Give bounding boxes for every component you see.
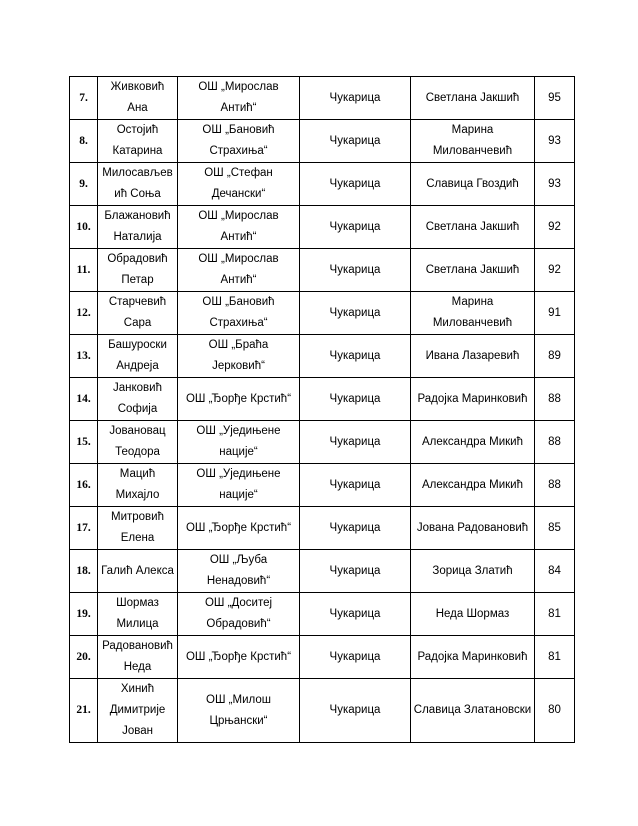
student-name-cell (98, 77, 178, 120)
row-number: 17. (76, 521, 91, 534)
points-cell (535, 249, 575, 292)
points: 84 (548, 564, 561, 577)
student-name-cell (98, 464, 178, 507)
school-name-line: Обрадовић“ (206, 618, 271, 630)
municipality: Чукарица (329, 306, 381, 319)
school-name-line: ОШ „Мирослав (198, 253, 279, 265)
teacher-name: Марина Милованчевић (432, 124, 513, 157)
teacher-name: Ивана Лазаревић (425, 349, 520, 362)
municipality: Чукарица (329, 564, 381, 577)
row-number-cell (70, 163, 98, 206)
student-name-line: ић Соња (114, 188, 161, 200)
municipality: Чукарица (329, 349, 381, 362)
school-name-line: Црњански“ (209, 714, 268, 727)
school-name-cell (178, 593, 300, 636)
student-name-cell (98, 507, 178, 550)
school-name-cell (178, 421, 300, 464)
table-row (70, 679, 575, 743)
municipality-cell (300, 421, 411, 464)
student-name-cell (98, 120, 178, 163)
row-number: 9. (79, 177, 88, 190)
student-name-line: Димитрије (109, 704, 166, 716)
municipality-cell (300, 679, 411, 743)
school-name-line: Антић“ (220, 102, 257, 114)
student-name-cell (98, 249, 178, 292)
teacher-name-cell (411, 550, 535, 593)
municipality-cell (300, 507, 411, 550)
table-row (70, 163, 575, 206)
school-name-line: Ненадовић“ (206, 575, 271, 587)
row-number: 12. (76, 306, 91, 319)
school-name-cell (178, 335, 300, 378)
points: 95 (548, 91, 561, 104)
school-name-line: Дечански“ (211, 188, 266, 200)
student-name-line: Елена (120, 532, 155, 544)
row-number: 13. (76, 349, 91, 362)
table-row (70, 421, 575, 464)
teacher-name-cell (411, 206, 535, 249)
municipality: Чукарица (329, 177, 381, 190)
student-name-line: Радовановић (102, 640, 173, 652)
row-number-cell (70, 292, 98, 335)
school-name-line: Антић“ (220, 231, 257, 243)
student-name-cell (98, 163, 178, 206)
teacher-name-cell (411, 77, 535, 120)
municipality: Чукарица (329, 220, 381, 233)
student-name-line: Старчевић (108, 296, 167, 308)
school-name-line: ОШ „Мирослав (198, 210, 279, 222)
teacher-name-cell (411, 292, 535, 335)
municipality: Чукарица (329, 263, 381, 276)
teacher-name-cell (411, 120, 535, 163)
table-row (70, 550, 575, 593)
teacher-name: Славица Гвоздић (426, 177, 519, 190)
points-cell (535, 335, 575, 378)
municipality: Чукарица (329, 91, 381, 104)
table-row (70, 120, 575, 163)
municipality: Чукарица (329, 134, 381, 147)
table-row (70, 206, 575, 249)
row-number: 19. (76, 607, 91, 620)
points: 91 (548, 306, 561, 319)
row-number-cell (70, 249, 98, 292)
teacher-name: Славица Златановски (413, 704, 532, 716)
row-number: 18. (76, 564, 91, 577)
points: 80 (548, 704, 561, 716)
student-name-line: Хинић (120, 683, 155, 695)
school-name-cell (178, 550, 300, 593)
row-number: 8. (79, 134, 88, 147)
student-name-line: Неда (123, 661, 152, 673)
row-number-cell (70, 464, 98, 507)
school-name-cell (178, 378, 300, 421)
row-number: 16. (76, 478, 91, 491)
student-name-line: Галић Алекса (101, 564, 174, 577)
student-name-line: Сара (123, 317, 152, 329)
school-name-cell (178, 163, 300, 206)
table-row (70, 335, 575, 378)
points: 88 (548, 435, 561, 448)
school-name-line: ОШ „Браћа (208, 339, 269, 351)
student-name-line: Теодора (115, 446, 160, 458)
student-name-line: Јанковић (113, 382, 162, 394)
school-name-line: Страхиња“ (209, 145, 268, 157)
points-cell (535, 636, 575, 679)
school-name-line: ОШ „Ђорђе Крстић“ (185, 392, 292, 405)
student-name-line: Ана (127, 102, 148, 114)
table-row (70, 249, 575, 292)
points-cell (535, 77, 575, 120)
teacher-name-cell (411, 249, 535, 292)
municipality-cell (300, 120, 411, 163)
points: 93 (548, 134, 561, 147)
points: 89 (548, 349, 561, 362)
points-cell (535, 120, 575, 163)
teacher-name: Неда Шормаз (435, 607, 510, 620)
results-table (69, 76, 575, 743)
school-name-cell (178, 636, 300, 679)
points: 81 (548, 650, 561, 663)
student-name-line: Живковић (110, 81, 165, 93)
municipality-cell (300, 636, 411, 679)
student-name-cell (98, 378, 178, 421)
row-number: 21. (76, 704, 91, 716)
student-name-line: Башуроски (108, 339, 167, 351)
school-name-line: ОШ „Ђорђе Крстић“ (185, 650, 292, 663)
school-name-cell (178, 507, 300, 550)
municipality-cell (300, 378, 411, 421)
row-number-cell (70, 335, 98, 378)
teacher-name-cell (411, 421, 535, 464)
teacher-name-cell (411, 507, 535, 550)
student-name-line: Андреја (116, 360, 159, 372)
student-name-line: Обрадовић (107, 253, 168, 265)
municipality: Чукарица (329, 435, 381, 448)
points: 88 (548, 478, 561, 491)
municipality: Чукарица (329, 607, 381, 620)
teacher-name-cell (411, 163, 535, 206)
points: 88 (548, 392, 561, 405)
table-row (70, 77, 575, 120)
school-name-line: ОШ „Ђорђе Крстић“ (185, 521, 292, 534)
teacher-name: Светлана Јакшић (425, 263, 520, 276)
school-name-line: ОШ „Бановић (202, 296, 275, 308)
municipality-cell (300, 77, 411, 120)
row-number: 15. (76, 435, 91, 448)
student-name-line: Остојић (116, 124, 159, 136)
school-name-line: Антић“ (220, 274, 257, 286)
student-name-line: Катарина (112, 145, 163, 157)
results-table-body (70, 77, 575, 743)
municipality-cell (300, 206, 411, 249)
table-row (70, 292, 575, 335)
municipality: Чукарица (329, 650, 381, 663)
school-name-line: ОШ „Уједињене (196, 425, 281, 437)
points-cell (535, 550, 575, 593)
points: 92 (548, 263, 561, 276)
row-number-cell (70, 378, 98, 421)
points: 81 (548, 607, 561, 620)
municipality-cell (300, 464, 411, 507)
table-row (70, 636, 575, 679)
teacher-name: Радојка Маринковић (417, 650, 528, 663)
school-name-cell (178, 292, 300, 335)
school-name-cell (178, 120, 300, 163)
school-name-line: ОШ „Бановић (202, 124, 275, 136)
school-name-cell (178, 464, 300, 507)
school-name-cell (178, 679, 300, 743)
points: 92 (548, 220, 561, 233)
school-name-line: ОШ „Милош (206, 693, 271, 706)
row-number-cell (70, 77, 98, 120)
student-name-line: Милица (116, 618, 159, 630)
table-row (70, 378, 575, 421)
student-name-cell (98, 593, 178, 636)
points-cell (535, 292, 575, 335)
student-name-cell (98, 679, 178, 743)
points-cell (535, 206, 575, 249)
student-name-line: Митровић (111, 511, 164, 523)
student-name-cell (98, 292, 178, 335)
teacher-name: Александра Микић (422, 478, 523, 491)
points-cell (535, 421, 575, 464)
teacher-name: Јована Радовановић (416, 521, 529, 534)
student-name-cell (98, 335, 178, 378)
teacher-name: Светлана Јакшић (425, 220, 520, 233)
municipality-cell (300, 335, 411, 378)
teacher-name-cell (411, 593, 535, 636)
table-row (70, 593, 575, 636)
teacher-name-cell (411, 464, 535, 507)
municipality: Чукарица (329, 521, 381, 534)
school-name-line: ОШ „Уједињене (196, 468, 281, 480)
row-number-cell (70, 206, 98, 249)
school-name-cell (178, 249, 300, 292)
student-name-line: Блажановић (104, 210, 171, 222)
teacher-name: Александра Микић (422, 435, 523, 448)
student-name-cell (98, 550, 178, 593)
teacher-name-cell (411, 636, 535, 679)
municipality: Чукарица (329, 478, 381, 491)
teacher-name: Зорица Златић (432, 564, 513, 577)
points-cell (535, 464, 575, 507)
student-name-cell (98, 421, 178, 464)
points-cell (535, 378, 575, 421)
teacher-name: Светлана Јакшић (425, 91, 520, 104)
school-name-line: ОШ „Стефан (204, 167, 273, 179)
points-cell (535, 679, 575, 743)
row-number-cell (70, 507, 98, 550)
student-name-line: Наталија (113, 231, 162, 243)
student-name-line: Шормаз (116, 597, 159, 609)
municipality-cell (300, 593, 411, 636)
student-name-line: Милосављев (102, 167, 173, 179)
student-name-line: Мацић (119, 468, 156, 480)
row-number-cell (70, 593, 98, 636)
points: 93 (548, 177, 561, 190)
student-name-line: Јовановац (109, 425, 166, 437)
municipality-cell (300, 550, 411, 593)
school-name-line: нације“ (219, 489, 258, 501)
school-name-line: нације“ (219, 446, 258, 458)
row-number-cell (70, 636, 98, 679)
municipality-cell (300, 249, 411, 292)
row-number: 20. (76, 650, 91, 663)
municipality: Чукарица (329, 392, 381, 405)
municipality: Чукарица (329, 704, 381, 716)
student-name-line: Петар (121, 274, 154, 286)
points-cell (535, 593, 575, 636)
school-name-line: ОШ „Љуба (209, 554, 268, 566)
teacher-name-cell (411, 335, 535, 378)
table-row (70, 507, 575, 550)
student-name-cell (98, 206, 178, 249)
school-name-cell (178, 206, 300, 249)
student-name-cell (98, 636, 178, 679)
points-cell (535, 163, 575, 206)
teacher-name-cell (411, 378, 535, 421)
row-number: 14. (76, 392, 91, 405)
student-name-line: Јован (122, 725, 153, 737)
school-name-line: Јерковић“ (212, 360, 265, 372)
table-row (70, 464, 575, 507)
row-number: 7. (79, 91, 88, 104)
student-name-line: Софија (117, 403, 158, 415)
student-name-line: Михајло (115, 489, 160, 501)
school-name-line: Страхиња“ (209, 317, 268, 329)
teacher-name: Марина Милованчевић (432, 296, 513, 329)
row-number-cell (70, 679, 98, 743)
row-number: 10. (76, 220, 91, 233)
points: 85 (548, 521, 561, 534)
municipality-cell (300, 163, 411, 206)
teacher-name: Радојка Маринковић (417, 392, 528, 405)
row-number: 11. (76, 263, 91, 276)
row-number-cell (70, 550, 98, 593)
points-cell (535, 507, 575, 550)
school-name-line: ОШ „Доситеј (204, 597, 273, 609)
row-number-cell (70, 421, 98, 464)
school-name-line: ОШ „Мирослав (198, 81, 279, 93)
municipality-cell (300, 292, 411, 335)
row-number-cell (70, 120, 98, 163)
teacher-name-cell (411, 679, 535, 743)
school-name-cell (178, 77, 300, 120)
